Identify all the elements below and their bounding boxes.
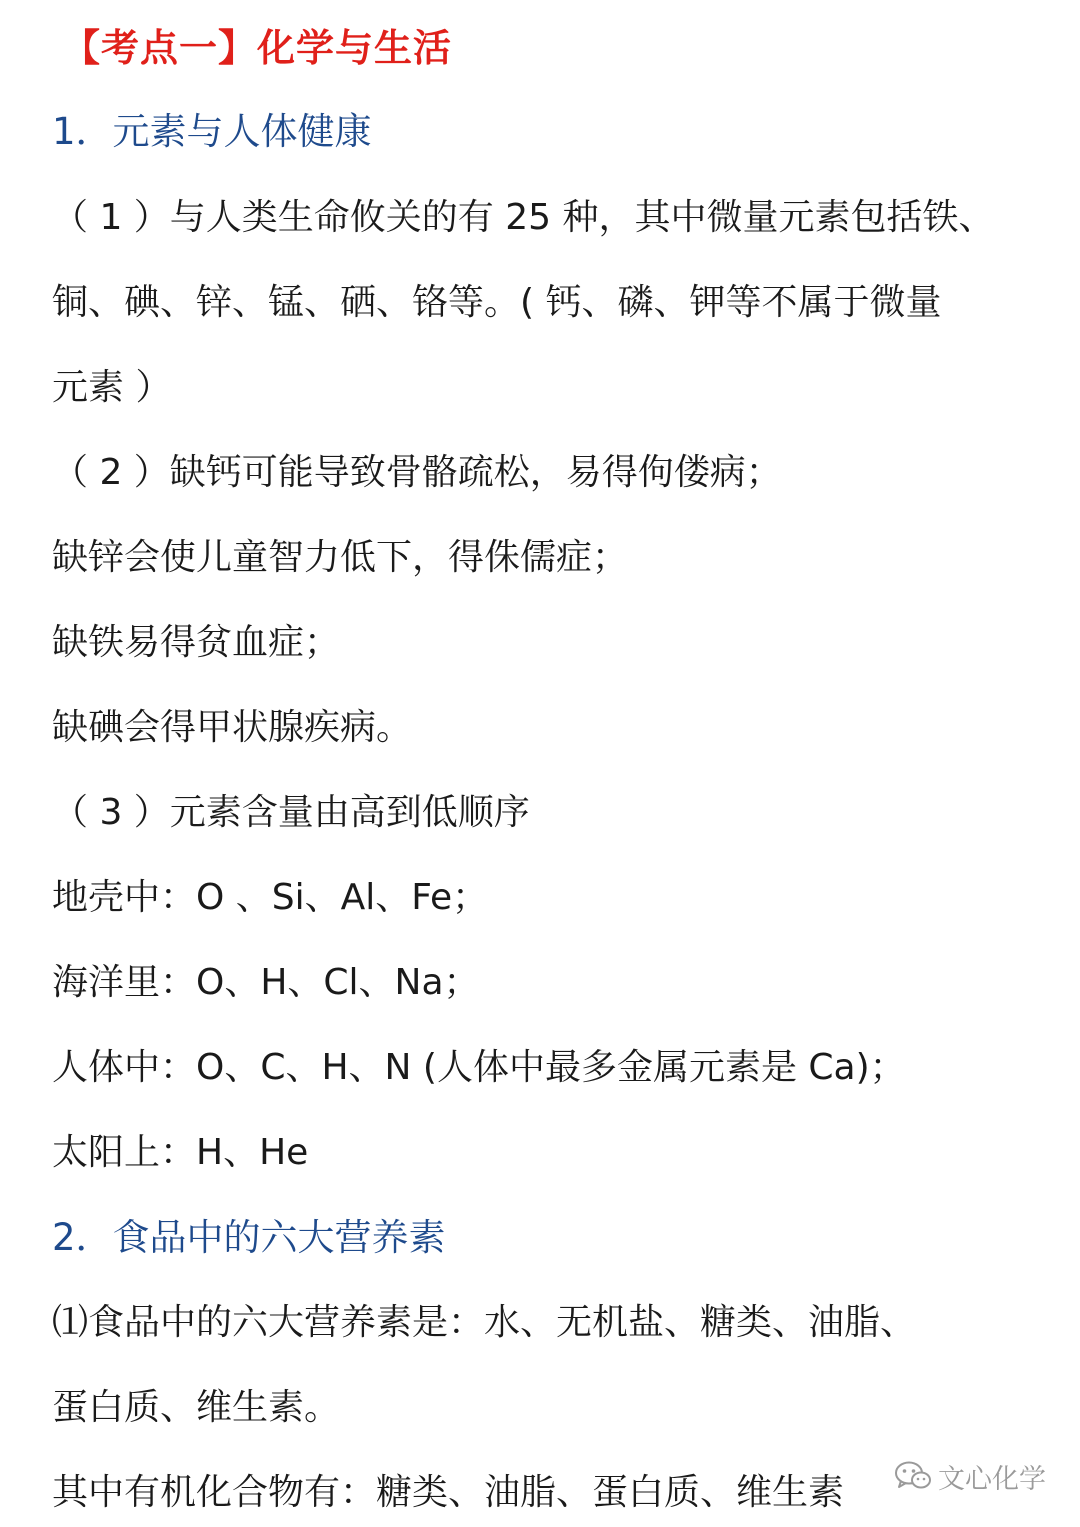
subsection-heading: （ 3 ）元素含量由高到低顺序 bbox=[52, 792, 530, 833]
paragraph-line: 元素 ） bbox=[52, 367, 172, 408]
paragraph-line: （ 2 ）缺钙可能导致骨骼疏松，易得佝偻病； bbox=[52, 452, 782, 493]
element-order-sun: 太阳上：H、He bbox=[52, 1132, 309, 1173]
paragraph-line: 铜、碘、锌、锰、硒、铬等。( 钙、磷、钾等不属于微量 bbox=[52, 282, 942, 323]
paragraph-line: ⑴食品中的六大营养素是：水、无机盐、糖类、油脂、 bbox=[52, 1302, 917, 1343]
paragraph-line: 蛋白质、维生素。 bbox=[52, 1387, 341, 1428]
section-heading-2: 2．食品中的六大营养素 bbox=[52, 1216, 446, 1259]
element-order-human: 人体中：O、C、H、N (人体中最多金属元素是 Ca)； bbox=[52, 1047, 906, 1088]
watermark bbox=[894, 1454, 1046, 1498]
wechat-icon bbox=[894, 1460, 932, 1492]
page-title: 【考点一】化学与生活 bbox=[62, 26, 453, 70]
paragraph-line: 其中有机化合物有：糖类、油脂、蛋白质、维生素 bbox=[52, 1472, 845, 1513]
paragraph-line: 缺锌会使儿童智力低下，得侏儒症； bbox=[52, 537, 629, 578]
watermark-text: 文心化学 bbox=[938, 1463, 1046, 1495]
paragraph-line: 缺铁易得贫血症； bbox=[52, 622, 341, 663]
element-order-crust: 地壳中：O 、Si、Al、Fe； bbox=[52, 877, 489, 918]
element-order-ocean: 海洋里：O、H、Cl、Na； bbox=[52, 962, 480, 1003]
paragraph-line: 缺碘会得甲状腺疾病。 bbox=[52, 707, 413, 748]
section-heading-1: 1．元素与人体健康 bbox=[52, 110, 372, 153]
paragraph-line: （ 1 ）与人类生命攸关的有 25 种，其中微量元素包括铁、 bbox=[52, 197, 995, 238]
